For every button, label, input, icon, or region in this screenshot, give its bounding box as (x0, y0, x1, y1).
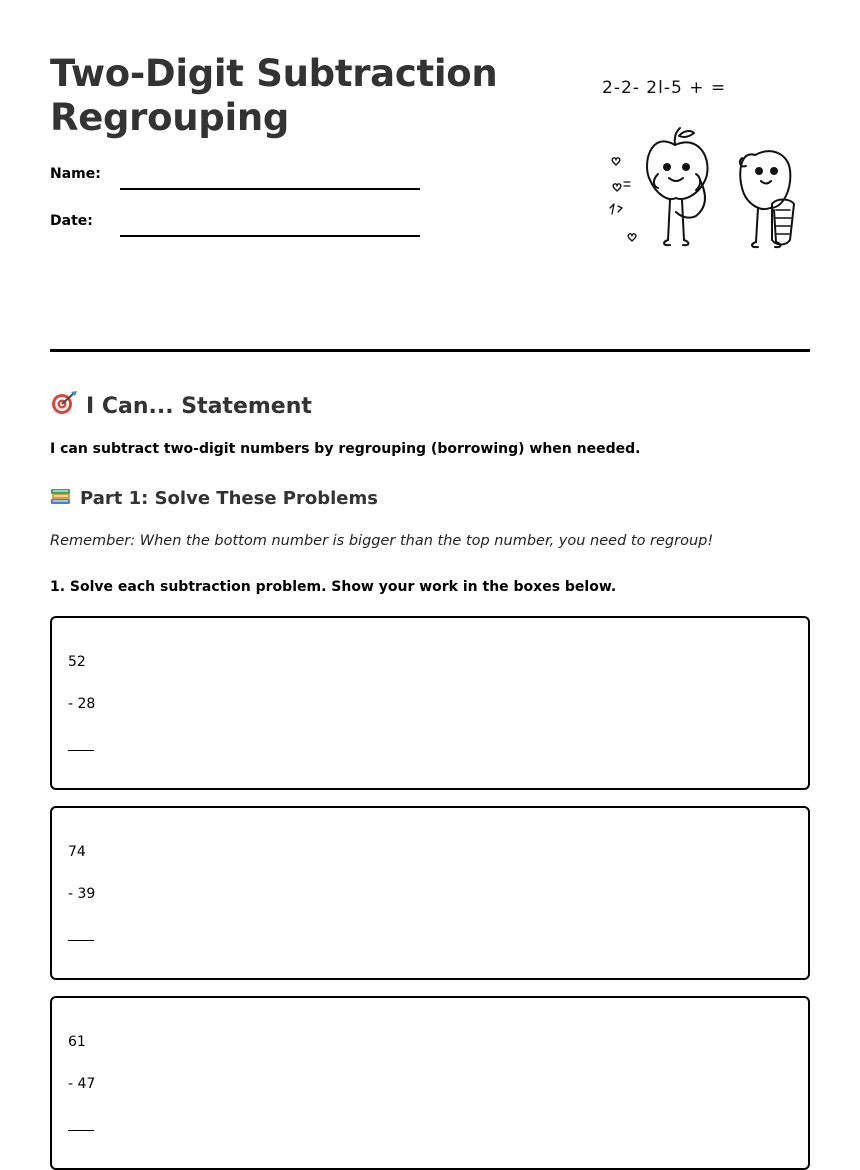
problem-box-1[interactable] (50, 616, 810, 790)
problem-2-answer-line[interactable] (68, 940, 94, 941)
i-can-heading-text: I Can... Statement (86, 393, 312, 419)
name-field[interactable] (50, 160, 420, 190)
cartoon-apples-icon (550, 70, 810, 300)
title-line-2: Regrouping (50, 96, 290, 139)
date-field[interactable] (50, 207, 420, 237)
problem-3-minuend: 61 (68, 1034, 86, 1050)
name-label: Name: (50, 166, 101, 182)
problem-box-3[interactable] (50, 996, 810, 1170)
problem-2-minuend: 74 (68, 844, 86, 860)
name-write-line[interactable] (120, 188, 420, 190)
problem-1-minuend: 52 (68, 654, 86, 670)
problem-1-answer-line[interactable] (68, 750, 94, 751)
illustration-equation: 2-2- 2l-5 + = (602, 78, 727, 98)
part1-heading-text: Part 1: Solve These Problems (80, 488, 378, 509)
problem-3-subtrahend: - 47 (68, 1076, 96, 1092)
problem-1-subtrahend: - 28 (68, 696, 96, 712)
apple-characters-illustration (550, 70, 810, 300)
problem-box-2[interactable] (50, 806, 810, 980)
books-icon (50, 486, 72, 511)
regroup-reminder: Remember: When the bottom number is bigger than the top number, you need to regroup! (50, 533, 714, 549)
i-can-statement: I can subtract two-digit numbers by regrouping (borrowing) when needed. (50, 441, 641, 457)
title-line-1: Two-Digit Subtraction (50, 52, 498, 95)
worksheet-title (50, 52, 497, 140)
i-can-heading (50, 390, 312, 422)
worksheet-page (50, 0, 810, 1161)
header-divider (50, 349, 810, 352)
problem-3-answer-line[interactable] (68, 1130, 94, 1131)
problem-2-subtrahend: - 39 (68, 886, 96, 902)
part1-heading (50, 486, 378, 511)
date-write-line[interactable] (120, 235, 420, 237)
target-dart-icon (50, 390, 78, 422)
problem-instruction: 1. Solve each subtraction problem. Show your work in the boxes below. (50, 579, 617, 595)
date-label: Date: (50, 213, 93, 229)
